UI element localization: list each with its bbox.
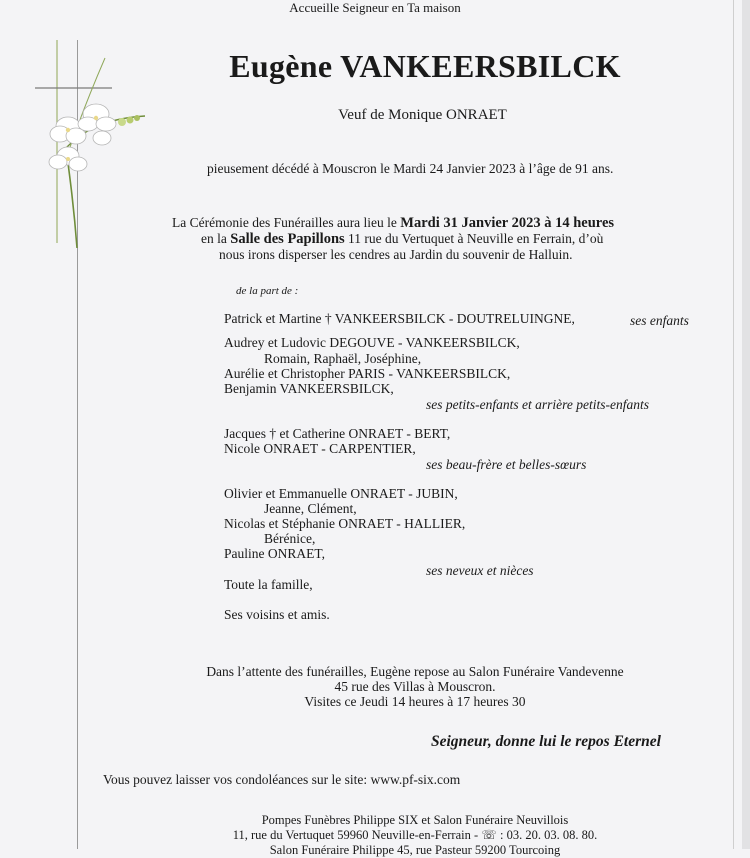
nephew-line-2: Jeanne, Clément, xyxy=(264,501,357,516)
condolences-line: Vous pouvez laisser vos condoléances sur le site: www.pf-six.com xyxy=(103,772,461,787)
ceremony-line-1 xyxy=(172,215,614,231)
nephew-line-4: Bérénice, xyxy=(264,531,316,546)
ceremony-line-2 xyxy=(201,231,603,247)
footer-line-3: Salon Funéraire Philippe 45, rue Pasteur 59200 Tourcoing xyxy=(269,843,561,857)
grandchild-line-1: Audrey et Ludovic DEGOUVE - VANKEERSBILCK, xyxy=(224,335,520,350)
nephews-role: ses neveux et nièces xyxy=(426,563,534,578)
grandchild-line-2: Romain, Raphaël, Joséphine, xyxy=(264,351,422,366)
right-border-line xyxy=(733,0,734,849)
footer-line-1: Pompes Funèbres Philippe SIX et Salon Funéraire Neuvillois xyxy=(261,813,569,827)
children-line: Patrick et Martine † VANKEERSBILCK - DOUTRELUINGNE, xyxy=(224,311,575,326)
nephew-line-3: Nicolas et Stéphanie ONRAET - HALLIER, xyxy=(224,516,466,531)
prayer: Seigneur, donne lui le repos Eternel xyxy=(431,733,661,750)
ceremony-venue-prefix: en la xyxy=(201,231,227,246)
ceremony-intro: La Cérémonie des Funérailles aura lieu le xyxy=(172,215,397,230)
widower-line: Veuf de Monique ONRAET xyxy=(338,107,507,123)
visitation-line-1: Dans l’attente des funérailles, Eugène repose au Salon Funéraire Vandevenne xyxy=(206,664,624,679)
family-intro: de la part de : xyxy=(236,285,299,297)
footer-line-2: 11, rue du Vertuquet 59960 Neuville-en-Ferrain - ☏ : 03. 20. 03. 08. 80. xyxy=(232,828,598,842)
inlaw-line-1: Jacques † et Catherine ONRAET - BERT, xyxy=(224,426,451,441)
ceremony-address: 11 rue du Vertuquet à Neuville en Ferrain, d’où xyxy=(348,231,604,246)
inlaw-line-2: Nicole ONRAET - CARPENTIER, xyxy=(224,441,416,456)
neighbours: Ses voisins et amis. xyxy=(224,607,330,622)
children-role: ses enfants xyxy=(630,313,689,328)
inlaws-role: ses beau-frère et belles-sœurs xyxy=(426,457,587,472)
deceased-name: Eugène VANKEERSBILCK xyxy=(229,48,621,84)
visitation-line-3: Visites ce Jeudi 14 heures à 17 heures 30 xyxy=(304,694,526,709)
visitation-line-2: 45 rue des Villas à Mouscron. xyxy=(334,679,496,694)
grandchild-line-3: Aurélie et Christopher PARIS - VANKEERSBILCK, xyxy=(224,366,511,381)
cross-with-orchid-icon xyxy=(30,38,155,253)
grandchild-line-4: Benjamin VANKEERSBILCK, xyxy=(224,381,394,396)
ceremony-date: Mardi 31 Janvier 2023 à 14 heures xyxy=(400,215,615,231)
grandchildren-role: ses petits-enfants et arrière petits-enfants xyxy=(426,397,649,412)
ceremony-line-3: nous irons disperser les cendres au Jardin du souvenir de Halluin. xyxy=(219,247,573,262)
ceremony-venue: Salle des Papillons xyxy=(230,231,345,247)
scan-edge xyxy=(742,0,750,849)
death-notice: pieusement décédé à Mouscron le Mardi 24 Janvier 2023 à l’âge de 91 ans. xyxy=(207,161,614,176)
nephew-line-1: Olivier et Emmanuelle ONRAET - JUBIN, xyxy=(224,486,458,501)
nephew-line-5: Pauline ONRAET, xyxy=(224,546,325,561)
invocation: Accueille Seigneur en Ta maison xyxy=(289,0,461,15)
whole-family: Toute la famille, xyxy=(224,577,313,592)
